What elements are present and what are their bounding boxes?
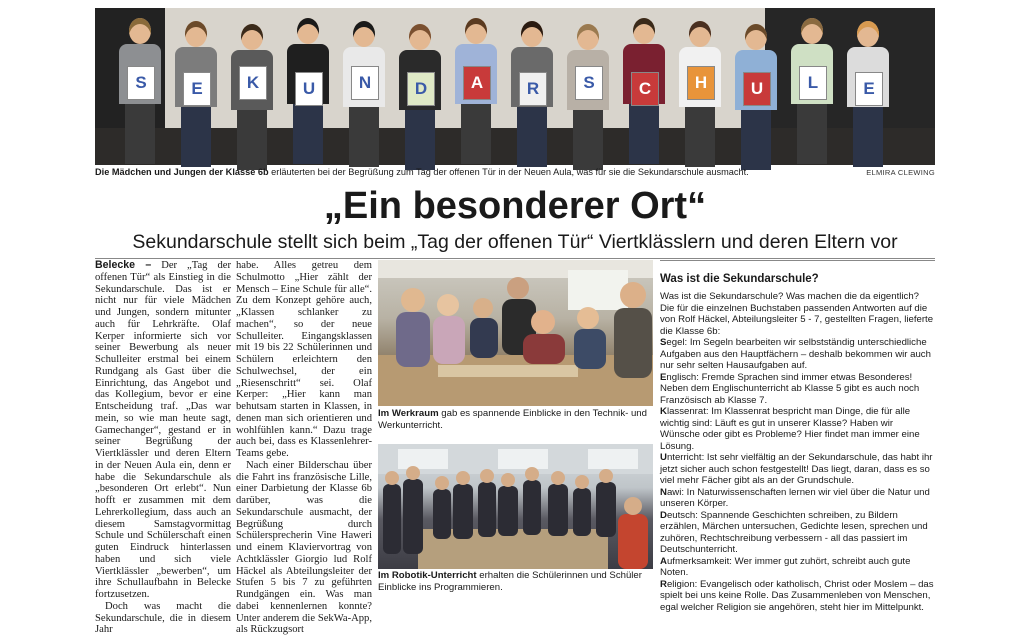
- student: [451, 8, 501, 165]
- entry-text: ufmerksamkeit: Wer immer gut zuhört, schreibt auch gute Noten.: [660, 555, 911, 578]
- student-head: [633, 18, 655, 44]
- letter-card: C: [631, 72, 659, 106]
- student-legs: [517, 107, 547, 167]
- robotics-photo: [378, 444, 653, 569]
- letter-card: S: [575, 66, 603, 100]
- info-box: [660, 260, 935, 613]
- entry-text: eutsch: Spannende Geschichten schreiben, zu Bildern erzählen, Märchen untersuchen, Gedichte lesen, sprechen und zuhören, Rechtschreibung verbessern - all das passiert im Deutschunterricht.: [660, 509, 928, 555]
- student: [563, 8, 613, 165]
- workshop-photo: [378, 260, 653, 406]
- student-legs: [629, 104, 659, 164]
- entry-letter: U: [660, 452, 667, 463]
- top-photo-caption: [95, 166, 935, 180]
- caption-bold: Die Mädchen und Jungen der Klasse 6b: [95, 167, 269, 177]
- photo-credit: ELMIRA CLEWING: [866, 168, 935, 177]
- entry-letter: N: [660, 486, 667, 498]
- entry-text: nterricht: Ist sehr vielfältig an der Sekundarschule, das habt ihr jetzt sicher auch schon festgestellt! Das liegt, daran, dass es so viel mehr Fächer gibt als an der Grundschule.: [660, 452, 933, 486]
- student-legs: [349, 107, 379, 167]
- workshop-scene: [378, 260, 653, 406]
- info-box-entry: [660, 487, 935, 510]
- student-head: [353, 21, 375, 47]
- entry-letter: R: [660, 578, 667, 590]
- info-box-entry: [660, 579, 935, 614]
- subheadline: Sekundarschule stellt sich beim „Tag der offenen Tür“ Viertklässlern und deren Eltern vor: [132, 231, 898, 253]
- workshop-caption: [378, 408, 653, 431]
- student-head: [577, 24, 599, 50]
- paragraph: Der „Tag der offenen Tür“ als Einstieg in die Sekundarschule. Das ist er nicht nur für viele Mädchen und Jungen, sondern mitunter auch für Lehrkräfte. Olaf Kerper informierte sich vor seiner Bewerbung als neuer Schulleiter erstmal bei einem Rundgang als Gast über die Einrichtung, das Angebot und das Kollegium, bevor er eine Entscheidung traf. „Das war mein, so wie man heute sagt, Gamechanger“, gestand er in seiner Begrüßung der Viertklässler und deren Eltern in der Neuen Aula ein, denn er habe die Sekundarschule als „besonderen Ort erlebt“. Nun hofft er zusammen mit dem Lehrerkollegium, dass auch an diesem Samstagvormittag Schule und Schülerschaft einen guten Eindruck hinterlassen haben und sich viele Viertklässler „bewerben“, um ihre Schullaufbahn in Belecke fortzusetzen.: [95, 260, 231, 600]
- student: [731, 8, 781, 165]
- entry-text: nglisch: Fremde Sprachen sind immer etwas Besonderes! Neben dem Englischunterricht ab Klasse 5 gibt es auch noch Französisch ab Klasse 7.: [660, 371, 920, 406]
- info-box-entry: [660, 556, 935, 579]
- entry-letter: A: [660, 555, 667, 567]
- entry-letter: D: [660, 509, 667, 521]
- letter-card: D: [407, 72, 435, 106]
- article-column-1: [95, 259, 231, 636]
- dateline: Belecke –: [95, 259, 152, 271]
- letter-card: E: [855, 72, 883, 106]
- student-legs: [181, 107, 211, 167]
- student-head: [857, 21, 879, 47]
- paragraph: Doch was macht die Sekundarschule, die in diesem Jahr: [95, 600, 231, 636]
- letter-card: A: [463, 66, 491, 100]
- info-box-entry: [660, 372, 935, 407]
- entry-letter: S: [660, 337, 667, 348]
- student-head: [129, 18, 151, 44]
- student-legs: [125, 104, 155, 164]
- student: [787, 8, 837, 165]
- caption-text: erläuterten bei der Begrüßung zum Tag der offenen Tür in der Neuen Aula, was für sie die Sekundarschule ausmacht.: [268, 167, 749, 177]
- caption-text: erhalten die Schülerinnen und Schüler Einblicke ins Programmieren.: [378, 570, 642, 593]
- student-legs: [741, 110, 771, 170]
- info-box-entry: [660, 452, 935, 487]
- letter-card: N: [351, 66, 379, 100]
- student: [395, 8, 445, 165]
- robotics-caption: [378, 570, 653, 593]
- info-box-entry: [660, 406, 935, 452]
- divider: [95, 258, 935, 259]
- student-head: [801, 18, 823, 44]
- entry-text: awi: In Naturwissenschaften lernen wir viel über die Natur und unseren Körper.: [660, 486, 930, 509]
- student: [675, 8, 725, 165]
- entry-letter: K: [660, 406, 667, 417]
- article-column-2: [236, 260, 372, 636]
- letter-card: U: [743, 72, 771, 106]
- student-head: [465, 18, 487, 44]
- entry-text: lassenrat: Im Klassenrat bespricht man Dinge, die für alle wichtig sind: Läuft es gut in unserer Klasse? Haben wir Wünsche oder gibt es Probleme? Hier findet man immer eine Lösung.: [660, 406, 920, 452]
- paragraph: habe. Alles getreu dem Schulmotto „Hier zählt der Mensch – Eine Schule für alle“. Zu dem Konzept gehöre auch, „Klassen schlanker zu machen“, so der neue Schulleiter. Eingangsklassen mit 19 bis 22 Schülerinnen und Schülern erleichtern den Schulwechsel, der ein „Riesenschritt“ sei. Olaf Kerper: „Hier kann man behutsam starten in Klassen, in denen man sich orientieren und wohlfühlen kann.“ Dazu trage auch bei, dass es Klassenlehrer-Teams gebe.: [236, 260, 372, 459]
- student: [283, 8, 333, 165]
- student-legs: [461, 104, 491, 164]
- student: [843, 8, 893, 165]
- letter-card: U: [295, 72, 323, 106]
- caption-bold: Im Werkraum: [378, 408, 439, 419]
- robotics-scene: [378, 444, 653, 569]
- entry-text: eligion: Evangelisch oder katholisch, Christ oder Moslem – das spielt bei uns keine Rolle. Das Zusammenleben von Menschen, egal welcher Religion sie angehören, steht hier im Mittelpunkt.: [660, 578, 934, 613]
- student: [507, 8, 557, 165]
- student-legs: [237, 110, 267, 170]
- top-photo: [95, 8, 935, 165]
- letter-card: H: [687, 66, 715, 100]
- student-legs: [405, 110, 435, 170]
- student-legs: [573, 110, 603, 170]
- caption-text: gab es spannende Einblicke in den Technik- und Werkunterricht.: [378, 408, 647, 431]
- student-head: [409, 24, 431, 50]
- student: [115, 8, 165, 165]
- info-box-title: Was ist die Sekundarschule?: [660, 260, 935, 287]
- entry-text: egel: Im Segeln bearbeiten wir selbstständig unterschiedliche Aufgaben aus den Hauptfächern – deshalb bekommen wir auch nur sehr selten Hausaufgaben auf.: [660, 337, 931, 371]
- student: [339, 8, 389, 165]
- letter-card: S: [127, 66, 155, 100]
- student-head: [185, 21, 207, 47]
- student: [171, 8, 221, 165]
- letter-card: K: [239, 66, 267, 100]
- info-box-intro: Was ist die Sekundarschule? Was machen die da eigentlich? Die für die einzelnen Buchstaben passenden Antworten auf die von Rolf Häckel, Abteilungsleiter 5 - 7, gestellten Fragen, lieferte die Klasse 6b:: [660, 291, 934, 337]
- student-legs: [685, 107, 715, 167]
- student-head: [689, 21, 711, 47]
- student-legs: [853, 107, 883, 167]
- paragraph: Nach einer Bilderschau über die Fahrt ins französische Lille, einer Darbietung der Klasse 6b darüber, was die Sekundarschule ausmacht, der Begrüßung durch Schülersprecherin Vine Haweri und einem Klaviervortrag von Achtklässler Giorgio lud Rolf Häckel als Abteilungsleiter der Stufen 5 bis 7 zu geführten Rundgängen ein. Was man dabei kennenlernen konnte? Unter anderem die SekWa-App, als Rückzugsort: [236, 459, 372, 636]
- student-head: [297, 18, 319, 44]
- letter-card: E: [183, 72, 211, 106]
- caption-bold: Im Robotik-Unterricht: [378, 570, 477, 581]
- letter-card: L: [799, 66, 827, 100]
- student-legs: [293, 104, 323, 164]
- entry-letter: E: [660, 371, 667, 383]
- info-box-entry: [660, 510, 935, 556]
- info-box-entry: [660, 337, 935, 372]
- student: [619, 8, 669, 165]
- student: [227, 8, 277, 165]
- letter-card: R: [519, 72, 547, 106]
- student-legs: [797, 104, 827, 164]
- info-box-entries: [660, 337, 935, 613]
- headline: „Ein besonderer Ort“: [323, 185, 707, 227]
- student-head: [745, 24, 767, 50]
- student-head: [521, 21, 543, 47]
- student-head: [241, 24, 263, 50]
